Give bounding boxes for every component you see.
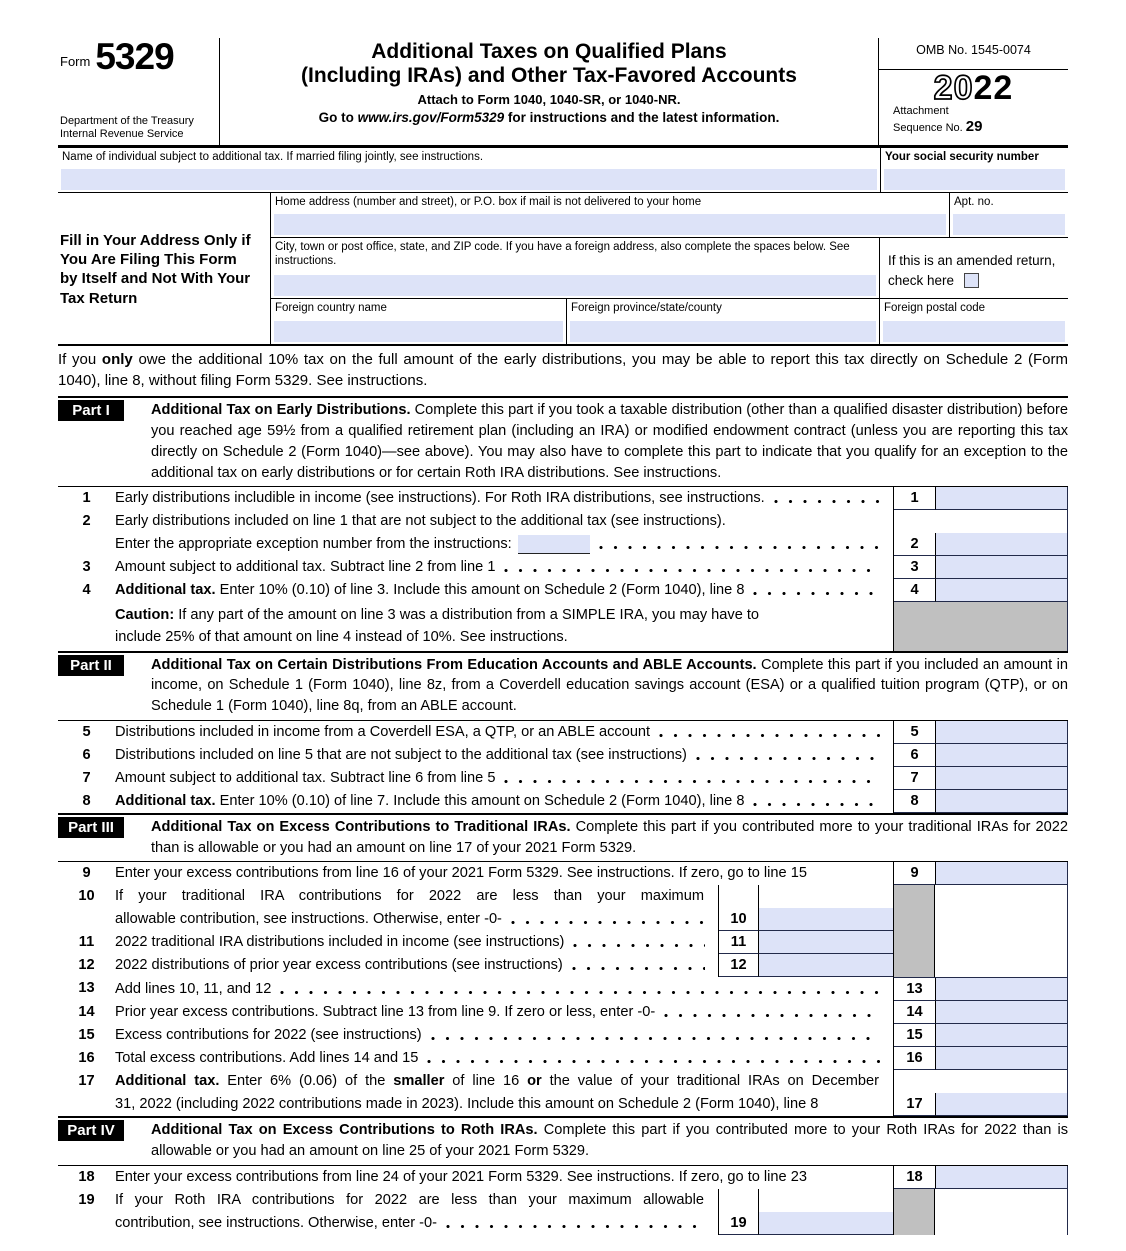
line13-amount-field[interactable] xyxy=(936,978,1067,1001)
form-line-5 xyxy=(58,721,1068,744)
line9-box-number: 9 xyxy=(894,862,936,885)
amended-return-label: If this is an amended return, check here xyxy=(888,253,1056,288)
exception-number-input[interactable] xyxy=(518,535,590,554)
part2-header xyxy=(58,651,1068,721)
line3-text: Amount subject to additional tax. Subtract line 2 from line 1 xyxy=(115,559,496,576)
line4-text: Additional tax. Enter 10% (0.10) of line 3. Include this amount on Schedule 2 (Form 1040), line 8 xyxy=(115,582,745,599)
dot-leader xyxy=(696,757,880,760)
form-line-11 xyxy=(58,931,1068,954)
line8-amount-field[interactable] xyxy=(936,790,1067,813)
address-block xyxy=(58,192,1068,346)
dot-leader xyxy=(280,991,880,994)
line7-number: 7 xyxy=(82,769,91,786)
attach-instruction: Attach to Form 1040, 1040-SR, or 1040-NR. xyxy=(417,92,681,108)
part1-description: Complete this part if you took a taxable distribution (other than a qualified disaster distribution) before you reached age 59½ from a qualified retirement plan (including an IRA) or modified endowment contract (unless you are reporting this tax directly on Schedule 2 (Form 1040)—see above). You may also have to complete this part to indicate that you qualify for an exception to the additional tax on early distributions or for certain Roth IRA distributions. See instructions. xyxy=(151,402,1068,481)
line10-amount-field[interactable] xyxy=(759,908,893,931)
form-line-1 xyxy=(58,487,1068,510)
form-title: Additional Taxes on Qualified Plans (Including IRAs) and Other Tax-Favored Accounts xyxy=(301,40,797,88)
dot-leader xyxy=(427,1060,880,1063)
line16-text: Total excess contributions. Add lines 14 and 15 xyxy=(115,1050,419,1067)
part1-title: Additional Tax on Early Distributions. xyxy=(151,402,411,419)
line15-number: 15 xyxy=(78,1027,95,1044)
dot-leader xyxy=(446,1225,705,1228)
part1-tag: Part I xyxy=(58,400,124,421)
line19-text-line1: If your Roth IRA contributions for 2022 are less than your maximum allowable xyxy=(115,1191,704,1208)
city-input[interactable] xyxy=(274,275,876,296)
dept-line2: Internal Revenue Service xyxy=(60,128,184,141)
shaded-cell xyxy=(893,954,935,977)
part3-header xyxy=(58,813,1068,862)
line14-number: 14 xyxy=(78,1004,95,1021)
line16-box-number: 16 xyxy=(894,1047,936,1070)
shaded-cell xyxy=(893,931,935,954)
part1-header xyxy=(58,396,1068,487)
line10-text-line1: If your traditional IRA contributions for 2022 are less than your maximum xyxy=(115,888,704,905)
home-address-label: Home address (number and street), or P.O. box if mail is not delivered to your home xyxy=(275,196,702,208)
line18-text: Enter your excess contributions from line 24 of your 2021 Form 5329. See instructions. If zero, go to line 23 xyxy=(115,1168,807,1185)
line3-number: 3 xyxy=(82,559,91,576)
line7-box-number: 7 xyxy=(894,767,936,790)
line12-number: 12 xyxy=(78,957,95,974)
form-line-7 xyxy=(58,767,1068,790)
part3-tag: Part III xyxy=(58,817,124,838)
form-line-3 xyxy=(58,556,1068,579)
line17-text-line2: 31, 2022 (including 2022 contributions made in 2023). Include this amount on Schedule 2 (Form 1040), line 8 xyxy=(115,1096,819,1113)
part3-title: Additional Tax on Excess Contributions to Traditional IRAs. xyxy=(151,818,571,835)
line1-amount-field[interactable] xyxy=(936,487,1067,510)
sequence-number: 29 xyxy=(965,118,983,136)
omb-number: OMB No. 1545-0074 xyxy=(879,38,1068,70)
form-line-18 xyxy=(58,1166,1068,1189)
line12-text: 2022 distributions of prior year excess contributions (see instructions) xyxy=(115,957,563,974)
intro-note: If you only owe the additional 10% tax on the full amount of the early distributions, you may be able to report this tax directly on Schedule 2 (Form 1040), line 8, without filing Form 5329. See instructions. xyxy=(58,351,1068,389)
name-input[interactable] xyxy=(61,169,877,190)
line18-box-number: 18 xyxy=(894,1166,936,1189)
form-line-16 xyxy=(58,1047,1068,1070)
foreign-province-input[interactable] xyxy=(570,321,876,342)
line13-text: Add lines 10, 11, and 12 xyxy=(115,981,272,998)
part2-tag: Part II xyxy=(58,655,124,676)
form-header xyxy=(58,38,1068,148)
shaded-cell xyxy=(893,602,1068,650)
irs-url: www.irs.gov/Form5329 xyxy=(357,110,505,126)
shaded-cell xyxy=(893,1189,935,1235)
line2-box-spacer xyxy=(894,510,1067,533)
line2-text: Early distributions included on line 1 that are not subject to the additional tax (see instructions). xyxy=(115,513,726,530)
tax-year: 2022 xyxy=(933,69,1014,107)
caution-line1: Caution: If any part of the amount on line 3 was a distribution from a SIMPLE IRA, you may have to xyxy=(115,607,760,624)
amended-return-checkbox[interactable] xyxy=(964,273,979,288)
line17-amount-field[interactable] xyxy=(936,1093,1067,1116)
dot-leader xyxy=(774,500,880,503)
line3-box-number: 3 xyxy=(894,556,936,579)
part4-title: Additional Tax on Excess Contributions to Roth IRAs. xyxy=(151,1122,538,1139)
line17-number: 17 xyxy=(78,1073,95,1090)
line9-amount-field[interactable] xyxy=(936,862,1067,885)
line19-amount-field[interactable] xyxy=(759,1212,893,1235)
line2-number: 2 xyxy=(82,513,91,530)
foreign-postal-input[interactable] xyxy=(883,321,1065,342)
line11-text: 2022 traditional IRA distributions included in income (see instructions) xyxy=(115,934,565,951)
omb-year-block xyxy=(878,38,1068,145)
form-word: Form xyxy=(60,54,91,70)
line17-text-line1: Additional tax. Enter 6% (0.06) of the smaller of line 16 or the value of your traditional IRAs on December xyxy=(115,1073,879,1090)
dot-leader xyxy=(573,944,705,947)
dot-leader xyxy=(753,592,880,595)
part4-header xyxy=(58,1116,1068,1165)
line7-text: Amount subject to additional tax. Subtract line 6 from line 5 xyxy=(115,769,496,786)
line11-amount-field[interactable] xyxy=(759,931,893,954)
line14-text: Prior year excess contributions. Subtract line 13 from line 9. If zero or less, enter -0- xyxy=(115,1004,656,1021)
line8-box-number: 8 xyxy=(894,790,936,813)
dot-leader xyxy=(511,921,705,924)
form-line-4 xyxy=(58,579,1068,602)
part2-title: Additional Tax on Certain Distributions From Education Accounts and ABLE Accounts. xyxy=(151,656,757,673)
dot-leader xyxy=(572,967,705,970)
home-address-input[interactable] xyxy=(274,214,946,235)
line4-amount-field[interactable] xyxy=(936,579,1067,602)
line7-amount-field[interactable] xyxy=(936,767,1067,790)
dot-leader xyxy=(659,734,880,737)
foreign-postal-label: Foreign postal code xyxy=(884,302,986,314)
form-line-15 xyxy=(58,1024,1068,1047)
line8-text: Additional tax. Enter 10% (0.10) of line 7. Include this amount on Schedule 2 (Form 1040), line 8 xyxy=(115,792,745,809)
form-line-10 xyxy=(58,885,1068,931)
part4-description: Complete this part if you contributed more to your Roth IRAs for 2022 than is allowable or you had an amount on line 25 of your 2021 Form 5329. xyxy=(151,1122,1068,1160)
form-line-19 xyxy=(58,1189,1068,1235)
identity-row xyxy=(58,148,1068,192)
form-title-block xyxy=(220,38,878,145)
line8-number: 8 xyxy=(82,792,91,809)
attachment-sequence: Attachment Sequence No. 29 xyxy=(893,105,983,136)
form-line-13 xyxy=(58,977,1068,1001)
line13-number: 13 xyxy=(78,980,95,997)
line17-box-number: 17 xyxy=(894,1093,936,1116)
form-number-block xyxy=(58,38,220,145)
dept-line1: Department of the Treasury xyxy=(60,114,194,127)
dot-leader xyxy=(599,546,880,549)
foreign-country-label: Foreign country name xyxy=(275,302,387,314)
line1-text: Early distributions includible in income (see instructions). For Roth IRA distributions, see instructions. xyxy=(115,490,765,507)
line19-text-line2: contribution, see instructions. Otherwise, enter -0- xyxy=(115,1214,438,1231)
line11-box-number: 11 xyxy=(719,931,759,954)
line6-box-number: 6 xyxy=(894,744,936,767)
line2-amount-field[interactable] xyxy=(936,533,1067,556)
line6-amount-field[interactable] xyxy=(936,744,1067,767)
line15-amount-field[interactable] xyxy=(936,1024,1067,1047)
dot-leader xyxy=(504,780,880,783)
dot-leader xyxy=(431,1037,880,1040)
form-5329-page xyxy=(0,38,1126,1251)
line10-text-line2: allowable contribution, see instructions. Otherwise, enter -0- xyxy=(115,911,502,928)
apt-label: Apt. no. xyxy=(954,196,994,208)
line9-text: Enter your excess contributions from line 16 of your 2021 Form 5329. See instructions. If zero, go to line 15 xyxy=(115,865,807,882)
dot-leader xyxy=(753,803,880,806)
caution-line2: include 25% of that amount on line 4 instead of 10%. See instructions. xyxy=(115,629,568,646)
form-line-8 xyxy=(58,790,1068,813)
part3-description: Complete this part if you contributed more to your traditional IRAs for 2022 than is allowable or you had an amount on line 17 of your 2021 Form 5329. xyxy=(151,818,1068,856)
line10-number: 10 xyxy=(78,888,95,905)
line19-box-number: 19 xyxy=(719,1189,759,1235)
goto-instruction: Go to www.irs.gov/Form5329 for instructions and the latest information. xyxy=(318,110,780,126)
line18-number: 18 xyxy=(78,1168,95,1185)
form-line-2 xyxy=(58,510,1068,556)
line14-amount-field[interactable] xyxy=(936,1001,1067,1024)
apt-input[interactable] xyxy=(953,214,1065,235)
line18-amount-field[interactable] xyxy=(936,1166,1067,1189)
form-line-9 xyxy=(58,862,1068,885)
city-label: City, town or post office, state, and ZIP code. If you have a foreign address, also complete the spaces below. See instructions. xyxy=(275,241,850,268)
line4-box-number: 4 xyxy=(894,579,936,602)
line5-text: Distributions included in income from a Coverdell ESA, a QTP, or an ABLE account xyxy=(115,723,651,740)
line16-amount-field[interactable] xyxy=(936,1047,1067,1070)
dot-leader xyxy=(504,569,880,572)
line9-number: 9 xyxy=(82,865,91,882)
part2-description: Complete this part if you included an amount in income, on Schedule 1 (Form 1040), line 8z, from a Coverdell education savings account (ESA) or a qualified tuition program (QTP), or on Schedule 1 (Form 1040), line 8q, from an ABLE account. xyxy=(151,656,1068,715)
line6-text: Distributions included on line 5 that are not subject to the additional tax (see instructions) xyxy=(115,746,687,763)
form-line-12 xyxy=(58,954,1068,977)
line1-number: 1 xyxy=(82,490,91,507)
name-label: Name of individual subject to additional tax. If married filing jointly, see instructions. xyxy=(62,151,484,163)
form-line-14 xyxy=(58,1001,1068,1024)
line5-number: 5 xyxy=(82,723,91,740)
line2-exception-text: Enter the appropriate exception number from the instructions: xyxy=(115,536,512,553)
shaded-cell xyxy=(893,885,935,931)
ssn-input[interactable] xyxy=(884,169,1065,190)
foreign-country-input[interactable] xyxy=(274,321,563,342)
line12-box-number: 12 xyxy=(719,954,759,977)
line6-number: 6 xyxy=(82,746,91,763)
dot-leader xyxy=(664,1014,880,1017)
line13-box-number: 13 xyxy=(894,978,936,1001)
ssn-label: Your social security number xyxy=(885,151,1039,163)
line15-text: Excess contributions for 2022 (see instructions) xyxy=(115,1027,422,1044)
part4-tag: Part IV xyxy=(58,1120,124,1141)
caution-row xyxy=(58,602,1068,650)
form-number: 5329 xyxy=(95,36,174,77)
line5-box-number: 5 xyxy=(894,721,936,744)
line10-box-number: 10 xyxy=(719,885,759,931)
line12-amount-field[interactable] xyxy=(759,954,893,977)
foreign-province-label: Foreign province/state/county xyxy=(571,302,722,314)
line4-number: 4 xyxy=(82,582,91,599)
address-sidebar-note: Fill in Your Address Only if You Are Filing This Form by Itself and Not With Your Tax Return xyxy=(60,232,251,307)
line19-number: 19 xyxy=(78,1191,95,1208)
line16-number: 16 xyxy=(78,1050,95,1067)
line1-box-number: 1 xyxy=(894,487,936,510)
line17-box-spacer xyxy=(894,1070,1067,1093)
line11-number: 11 xyxy=(78,934,95,951)
line5-amount-field[interactable] xyxy=(936,721,1067,744)
line14-box-number: 14 xyxy=(894,1001,936,1024)
line3-amount-field[interactable] xyxy=(936,556,1067,579)
form-line-6 xyxy=(58,744,1068,767)
form-line-17 xyxy=(58,1070,1068,1116)
line15-box-number: 15 xyxy=(894,1024,936,1047)
line2-box-number: 2 xyxy=(894,533,936,556)
